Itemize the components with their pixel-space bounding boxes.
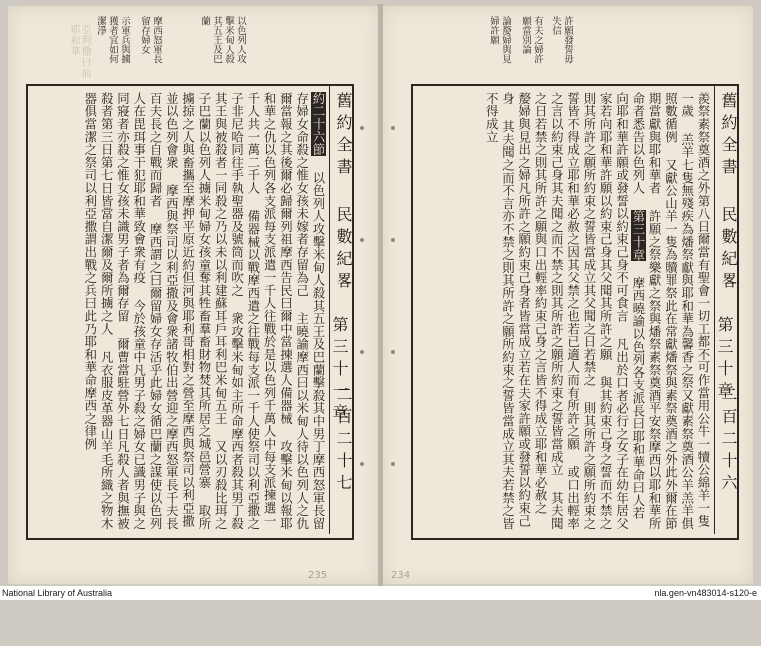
margin-note: 摩西怒軍長	[151, 16, 162, 64]
right-page	[383, 6, 753, 584]
margin-note: 其五王及巴	[211, 16, 222, 64]
margin-note: 潔淨	[95, 16, 106, 35]
body-text-left	[56, 92, 326, 532]
pencil-folio: 234	[391, 570, 411, 581]
margin-note: 擊米甸人殺	[223, 16, 234, 64]
body-column: 摩西謂之曰爾留婦女存活乎此婦女循巴蘭之謀使以色列人在毘珥事干犯耶和華致會衆有疫	[131, 92, 164, 530]
margin-note: 失信	[550, 16, 561, 35]
body-column: 摩西曉諭以色列各支派長曰耶和華命曰人若向耶和華許願或發誓以約束己身不可食言	[614, 92, 646, 520]
body-column: 其夫聞之日若禁之則其所許之願與口出輕率約束己身之言皆不得成立耶和華必赦之	[533, 92, 565, 530]
body-column: 則其所許之願所約束之誓皆不得成立耶和華必赦之因其父禁之也若已適人而有所許之願	[565, 92, 597, 530]
margin-note: 獲者宜如何	[107, 16, 118, 64]
body-column: 凡出於口者必行之女子在幼年居父家若向耶和華許願以約束己身其父聞其所許之願	[598, 92, 630, 530]
margin-note: 示軍兵與擄	[119, 16, 130, 64]
body-column: 又以刃殺比珥之子巴蘭以色列人擄米甸婦女孩童奪其牲畜羣畜財物焚其所居之城邑營寨	[196, 92, 229, 530]
book-name: 民數紀畧	[334, 206, 353, 294]
margin-note: 有夫之婦許	[532, 16, 543, 64]
book-name: 民數紀畧	[719, 206, 738, 294]
body-column: 衆攻擊米甸如主所命摩西者殺其男丁殺其王與被殺者一同殺之乃以未以利建蘇耳戶耳利巴米甸五王	[213, 92, 245, 530]
margin-note: 以色列人攻	[235, 16, 246, 64]
body-column: 又獻公山羊一隻為贖罪祭此在常獻燔祭與素祭奠酒之外此外爾在節期當獻與耶和華者	[647, 92, 679, 530]
body-column: 備器械以戰摩西遣之往戰每支派一千人使祭司以利亞撒之子非尼哈同往手執聖器及號筒而吹之	[229, 92, 261, 530]
body-column: 羔羊七隻無殘疾為燔祭獻與耶和華為馨香之祭又獻素祭奠酒公羊羔羊俱照數循例	[663, 92, 695, 530]
binding-holes	[360, 126, 364, 574]
margin-note: 留存婦女	[139, 16, 150, 54]
library-credit: National Library of Australia	[2, 588, 113, 598]
body-column: 取所擄掠之人與畜攜至摩押平原近約但河與耶利哥相對之營至摩西與祭司以利亞撒並以色列會衆	[164, 92, 212, 530]
body-column: 攻擊米甸以報耶和華之仇以色列各支派每支派遣一千人往戰於是以色列千萬人中每支派揀選一千人共一萬二千人	[245, 92, 294, 530]
running-title: 舊約全書	[719, 92, 738, 180]
body-column: 嫠婦與見出之婦凡所許之願約束己身者皆當成立若在夫家許願或發誓以約束己身	[500, 92, 532, 528]
image-identifier: nla.gen-vn483014-s120-e	[654, 588, 757, 598]
left-text-frame	[26, 84, 354, 540]
section-heading: 第三十章	[630, 209, 646, 262]
body-column: 爾曹當駐營外七日凡殺人者與撫被殺者第三日第七日皆當自潔爾及爾所擄之人	[99, 92, 131, 530]
margin-note: 許願發誓毋	[562, 16, 573, 64]
body-column: 或口出輕率之言以約束己身其夫聞之而不禁之則其所許之願所約束之誓皆當成立	[549, 92, 581, 530]
margin-note: 願當別論	[520, 16, 531, 54]
margin-note: 論嫠婦與見	[500, 16, 511, 64]
margin-notes-right	[549, 16, 573, 78]
pencil-folio: 235	[308, 570, 328, 581]
body-text-right	[441, 92, 711, 532]
binding-holes	[391, 126, 395, 574]
body-column: 許願之祭樂獻之祭與燔祭素祭奠酒平安祭摩西以耶和華所命者悉告以色列人	[630, 92, 663, 530]
margin-notes-right-3	[487, 16, 511, 78]
margin-notes-right-2	[519, 16, 543, 78]
body-column: 以色列人攻擊米甸人殺其五王及巴蘭擊殺其中男丁摩西怒軍長留存婦女命殺之惟女孩未嫁者存留為己	[294, 92, 326, 530]
running-title-strip	[329, 86, 352, 534]
body-column: 與其約束己身之誓而不禁之則其所許之願所約束之誓皆當成立其父聞之日若禁之	[581, 92, 614, 530]
body-column: 其夫聞之而不言亦不禁之則其所許之願所約束之誓皆當成立其夫若禁之皆不得成立	[484, 92, 516, 530]
right-text-frame	[411, 84, 739, 540]
page-number: 二百二十六	[719, 386, 738, 496]
chapter-label: 第三十章	[715, 316, 734, 404]
body-column: 摩西與祭司以利亞撒及會衆諸牧伯出營迎之摩西怒軍長千夫長百夫長之自戰而歸者	[148, 92, 180, 530]
margin-note: 蘭	[199, 16, 210, 26]
body-column: 主曉諭摩西曰以米甸人待以色列人之仇爾當報之其後爾必歸爾列祖摩西告民曰爾中當揀選人備器械	[278, 92, 310, 530]
margin-notes-left-3	[94, 16, 130, 66]
margin-notes-left-2	[138, 16, 162, 66]
body-column: 凡衣服皮革器山羊毛所織之物木器俱當潔之祭司以利亞撒謂出戰之兵曰此乃耶和華命摩西之律例	[82, 92, 115, 530]
body-column: 羨祭素祭奠酒之外第八日爾當有聖會一切工都不可作當用公牛一犢公綿羊一隻一歲	[679, 92, 711, 528]
body-column: 今於孩童中凡男子殺之婦女已識男子與之同寢者亦殺之惟女孩未識男子者為爾存留	[115, 92, 147, 530]
margin-notes-left	[198, 16, 246, 80]
page-number: 二百二十七	[334, 386, 353, 496]
running-title-strip	[714, 86, 737, 534]
running-title: 舊約全書	[334, 92, 353, 180]
left-page	[8, 6, 378, 584]
chapter-label: 第三十一章	[330, 316, 349, 426]
margin-note: 婦許願	[488, 16, 499, 45]
section-heading: 約二十六節	[311, 92, 326, 156]
footer-bar	[0, 586, 761, 600]
show-through-text: 亞利撒曰前耶和華	[68, 24, 90, 79]
